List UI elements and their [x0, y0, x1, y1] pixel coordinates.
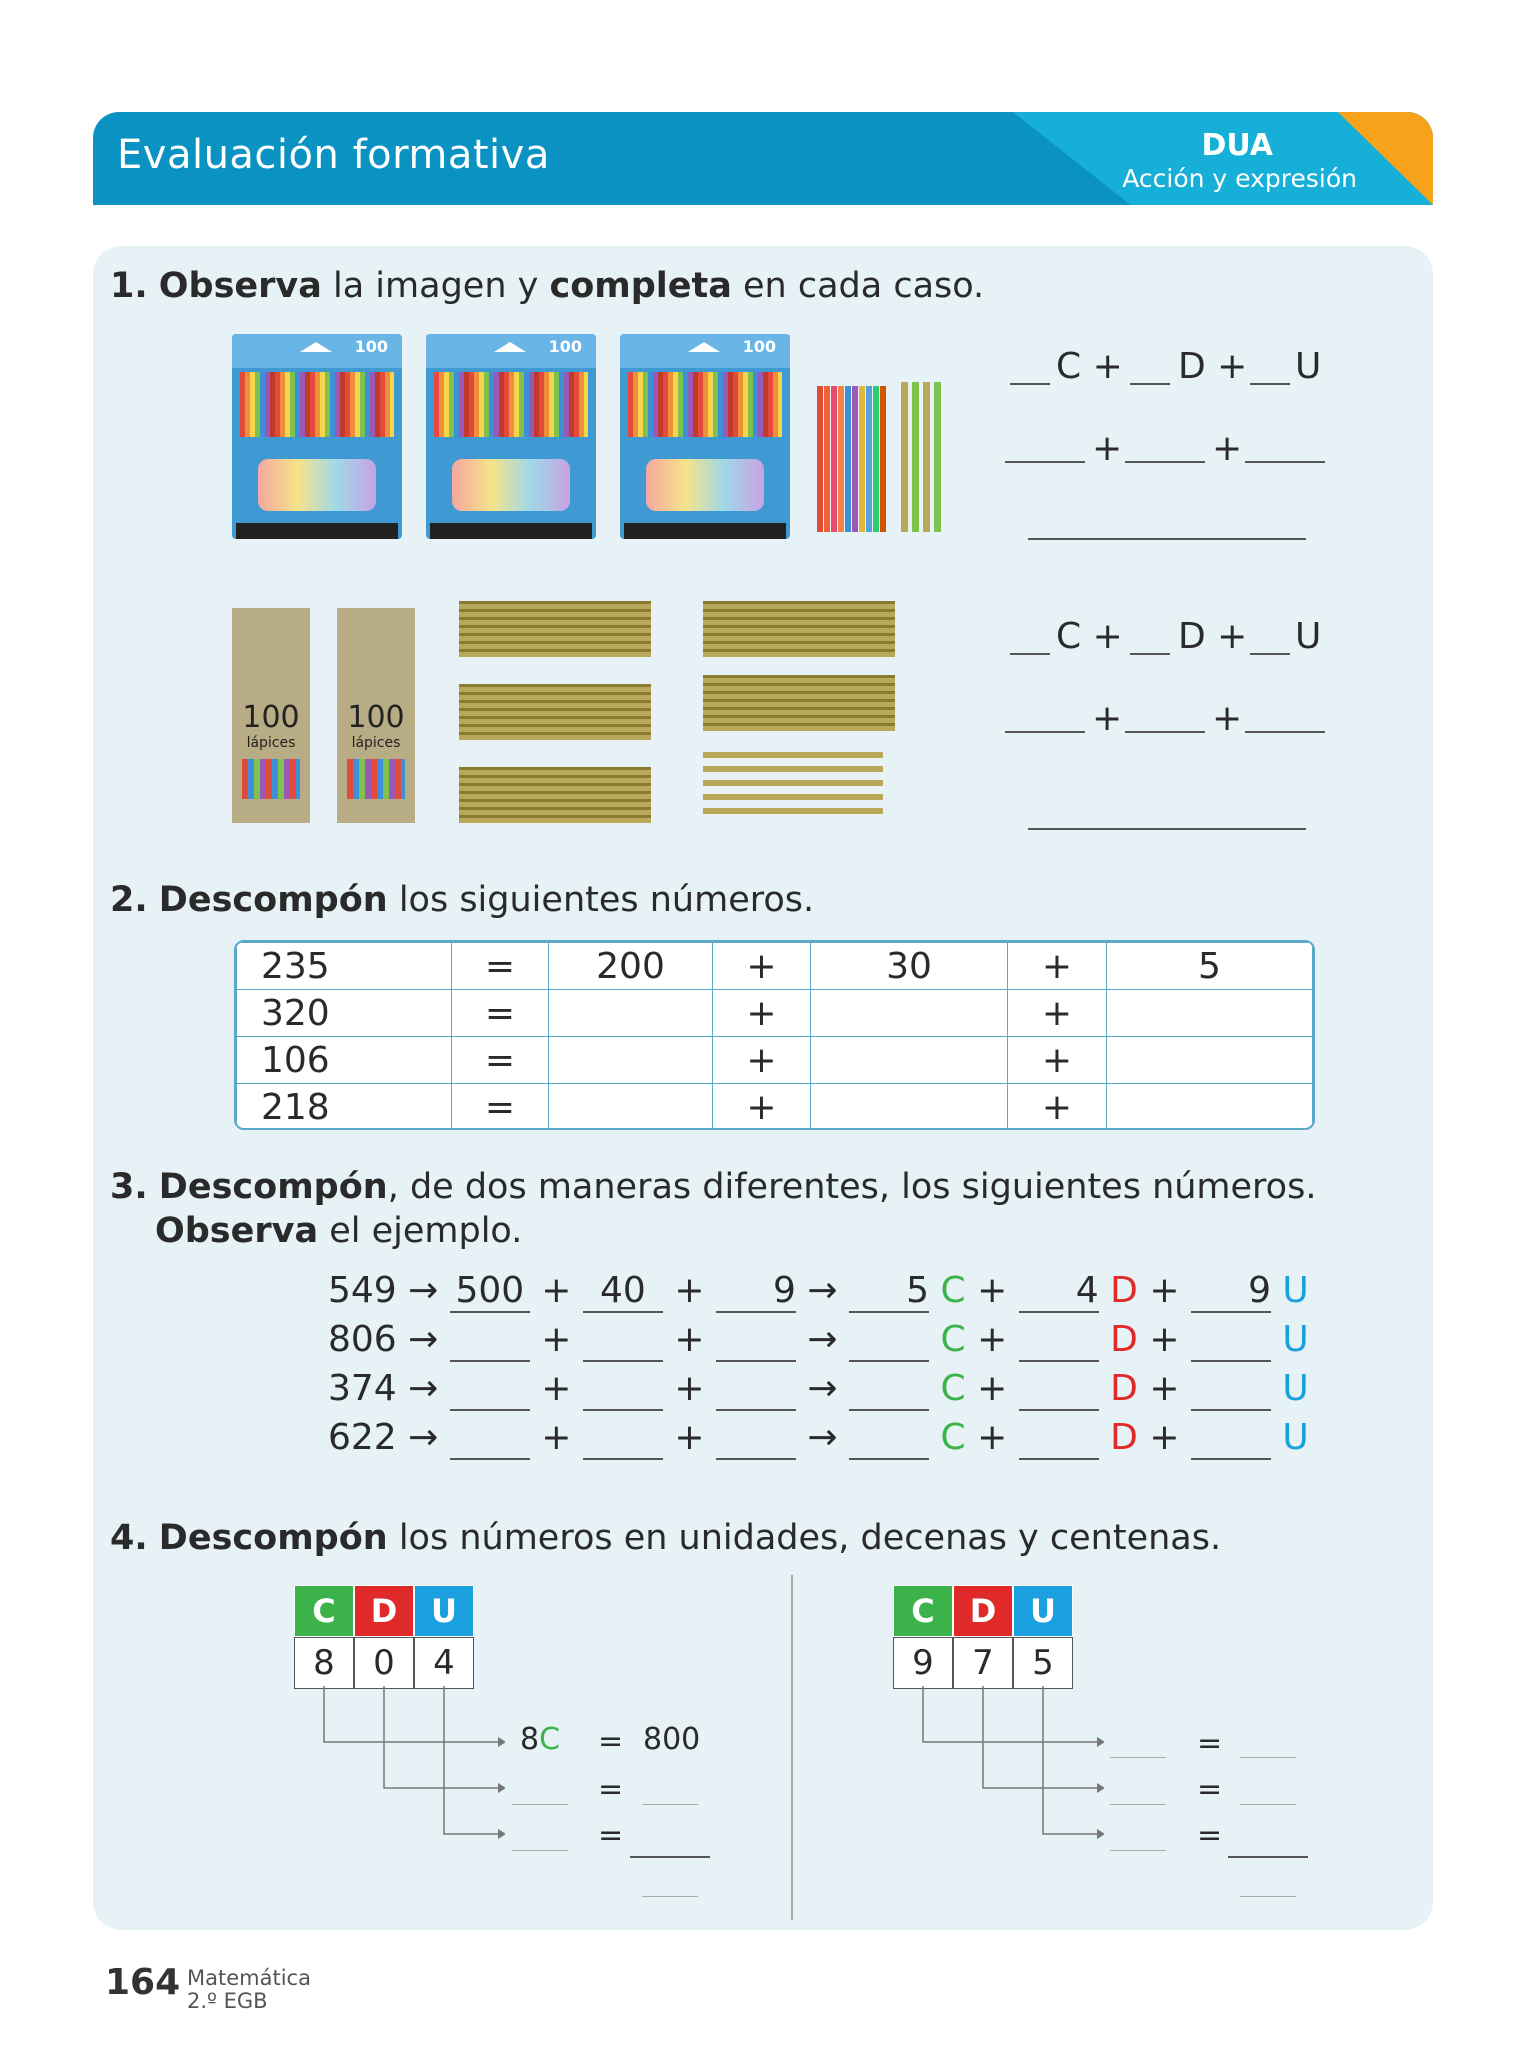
- plus-sign: +: [541, 1417, 572, 1458]
- answer-line[interactable]: [512, 1804, 568, 1805]
- header-c: C: [294, 1585, 354, 1637]
- left-first-lhs: [520, 1722, 560, 1757]
- units-cell[interactable]: [1107, 1037, 1313, 1084]
- q3-text-end: , de dos maneras diferentes, los siguientes números.: [387, 1167, 1317, 1207]
- answer-line[interactable]: [1125, 731, 1205, 733]
- loose-pencils-image: [703, 748, 897, 826]
- arrow-icon: →: [807, 1270, 838, 1311]
- box-count: 100: [742, 337, 776, 356]
- cdu-grid-right: [893, 1585, 1073, 1689]
- header-d: D: [953, 1585, 1013, 1637]
- answer-line[interactable]: [1130, 653, 1170, 655]
- plus-sign: +: [674, 1417, 705, 1458]
- digit-u: 4: [414, 1637, 474, 1689]
- answer-line[interactable]: [583, 1319, 663, 1362]
- header-u: U: [1013, 1585, 1073, 1637]
- q1-bottom-u: U: [1295, 616, 1322, 657]
- u-letter: U: [1282, 1417, 1309, 1458]
- answer-line[interactable]: [1019, 1368, 1099, 1411]
- u-letter: U: [1282, 1270, 1309, 1311]
- example-c-count: 5: [849, 1270, 929, 1313]
- plus-sign: +: [674, 1270, 705, 1311]
- q3-instruction-2: [155, 1211, 522, 1251]
- arrow-icon: →: [807, 1417, 838, 1458]
- gbox-label: lápices: [351, 735, 401, 751]
- digit-d: 0: [354, 1637, 414, 1689]
- digit-c: 8: [294, 1637, 354, 1689]
- q4-number: 4.: [110, 1518, 148, 1558]
- q3-number: 549: [328, 1270, 397, 1311]
- example-tens: 40: [583, 1270, 663, 1313]
- plus-cell: +: [1008, 990, 1107, 1037]
- q1-top-u: U: [1295, 346, 1322, 387]
- hundreds-cell[interactable]: 200: [549, 943, 713, 990]
- plus-cell: +: [713, 990, 811, 1037]
- q2-number: 2.: [110, 880, 148, 920]
- table-row: [237, 943, 1313, 990]
- q1-verb-completa: completa: [549, 266, 732, 306]
- example-d-count: 4: [1019, 1270, 1099, 1313]
- hundreds-cell[interactable]: [549, 1084, 713, 1131]
- connector-lines-left: [320, 1686, 505, 1846]
- units-cell[interactable]: 5: [1107, 943, 1313, 990]
- answer-line[interactable]: [583, 1368, 663, 1411]
- plus-sign: +: [1149, 1319, 1180, 1360]
- c-letter: C: [940, 1368, 966, 1409]
- answer-line[interactable]: [1110, 1804, 1166, 1805]
- answer-line[interactable]: [630, 1856, 710, 1858]
- answer-line[interactable]: [1005, 731, 1085, 733]
- box-count: 100: [354, 337, 388, 356]
- pencil-bundle: [459, 601, 651, 657]
- plus-cell: +: [713, 943, 811, 990]
- equals-cell: =: [452, 990, 549, 1037]
- answer-line[interactable]: [1228, 1856, 1308, 1858]
- answer-line[interactable]: [512, 1850, 568, 1851]
- pencil-box-100: [426, 334, 596, 539]
- answer-line[interactable]: [1245, 461, 1325, 463]
- plus-sign: +: [1149, 1417, 1180, 1458]
- q3-row: [328, 1417, 1309, 1460]
- answer-line[interactable]: [716, 1417, 796, 1460]
- digit-u: 5: [1013, 1637, 1073, 1689]
- equals-sign: =: [598, 1818, 624, 1853]
- q1-text-mid: la imagen y: [321, 266, 550, 306]
- answer-line[interactable]: [1240, 1804, 1296, 1805]
- plus-sign: +: [541, 1270, 572, 1311]
- answer-line[interactable]: [1191, 1417, 1271, 1460]
- pencil-bundle: [703, 675, 895, 731]
- header-c: C: [893, 1585, 953, 1637]
- plus-sign: +: [1149, 1270, 1180, 1311]
- q1-top-c: C +: [1056, 346, 1123, 387]
- pencil-bundle: [459, 767, 651, 823]
- answer-line[interactable]: [450, 1417, 530, 1460]
- tens-cell[interactable]: [811, 1037, 1008, 1084]
- answer-line[interactable]: [1250, 383, 1290, 385]
- answer-line[interactable]: [849, 1368, 929, 1411]
- answer-line[interactable]: [1010, 653, 1050, 655]
- plus-sign: +: [674, 1368, 705, 1409]
- plus-sign: +: [977, 1417, 1008, 1458]
- c-letter: C: [940, 1319, 966, 1360]
- section-header: [93, 112, 1433, 205]
- answer-line[interactable]: [642, 1804, 698, 1805]
- left-first-rhs: 800: [643, 1722, 701, 1757]
- number-cell: 320: [237, 990, 452, 1037]
- q1-text-end: en cada caso.: [731, 266, 985, 306]
- q1-bottom-c: C +: [1056, 616, 1123, 657]
- equals-cell: =: [452, 1084, 549, 1131]
- number-cell: 218: [237, 1084, 452, 1131]
- example-hundreds: 500: [450, 1270, 530, 1313]
- tens-cell[interactable]: [811, 1084, 1008, 1131]
- hundreds-cell[interactable]: [549, 1037, 713, 1084]
- q3-text-end-2: el ejemplo.: [318, 1211, 523, 1251]
- column-divider: [791, 1575, 793, 1920]
- q2-verb: Descompón: [158, 880, 388, 920]
- d-letter: D: [1110, 1368, 1138, 1409]
- answer-line[interactable]: [1130, 383, 1170, 385]
- loose-pencils-image: [815, 372, 945, 532]
- c-letter: C: [940, 1270, 966, 1311]
- q1-instruction: [110, 266, 984, 306]
- u-letter: U: [1282, 1368, 1309, 1409]
- arrow-icon: →: [807, 1319, 838, 1360]
- q3-row: [328, 1368, 1309, 1411]
- gbox-label: lápices: [246, 735, 296, 751]
- table-row: [237, 1037, 1313, 1084]
- equals-sign: =: [1197, 1772, 1223, 1807]
- digit-c: 9: [893, 1637, 953, 1689]
- q1-bottom-d: D +: [1178, 616, 1248, 657]
- connector-lines-right: [919, 1686, 1104, 1846]
- example-u-count: 9: [1191, 1270, 1271, 1313]
- plus-cell: +: [713, 1084, 811, 1131]
- q3-instruction: [110, 1167, 1316, 1207]
- answer-total-line[interactable]: [1028, 828, 1306, 830]
- dua-subtitle: Acción y expresión: [1122, 164, 1357, 193]
- gbox-number: 100: [347, 700, 405, 735]
- d-letter: D: [1110, 1270, 1138, 1311]
- q3-verb-observa: Observa: [155, 1211, 319, 1251]
- arrow-icon: →: [807, 1368, 838, 1409]
- header-d: D: [354, 1585, 414, 1637]
- d-letter: D: [1110, 1319, 1138, 1360]
- arrow-icon: →: [408, 1319, 439, 1360]
- answer-line[interactable]: [1019, 1417, 1099, 1460]
- d-letter: D: [1110, 1417, 1138, 1458]
- lhs-unit: C: [539, 1722, 561, 1757]
- answer-line[interactable]: [450, 1319, 530, 1362]
- number-cell: 235: [237, 943, 452, 990]
- plus-sign: +: [674, 1319, 705, 1360]
- equals-sign: =: [1197, 1726, 1223, 1761]
- answer-line[interactable]: [1010, 383, 1050, 385]
- q3-number: 622: [328, 1417, 397, 1458]
- q4-verb: Descompón: [158, 1518, 388, 1558]
- equals-sign: =: [598, 1724, 624, 1759]
- answer-line[interactable]: [1240, 1757, 1296, 1758]
- equals-sign: =: [598, 1772, 624, 1807]
- plus-sign: +: [977, 1319, 1008, 1360]
- q3-example-row: [328, 1270, 1309, 1313]
- plus-sign: +: [977, 1270, 1008, 1311]
- tens-cell[interactable]: [811, 990, 1008, 1037]
- footer-subject: Matemática: [187, 1966, 311, 1990]
- answer-line[interactable]: [583, 1417, 663, 1460]
- equals-cell: =: [452, 943, 549, 990]
- header-u: U: [414, 1585, 474, 1637]
- gbox-number: 100: [242, 700, 300, 735]
- answer-line[interactable]: [1005, 461, 1085, 463]
- answer-line[interactable]: [1245, 731, 1325, 733]
- pencil-bundle: [703, 601, 895, 657]
- answer-line[interactable]: [1110, 1850, 1166, 1851]
- answer-line[interactable]: [716, 1368, 796, 1411]
- plus-sign: +: [977, 1368, 1008, 1409]
- answer-line[interactable]: [849, 1319, 929, 1362]
- plus-cell: +: [713, 1037, 811, 1084]
- arrow-icon: →: [408, 1417, 439, 1458]
- pencil-bundle: [459, 684, 651, 740]
- q1-number: 1.: [110, 266, 148, 306]
- q1-top-d: D +: [1178, 346, 1248, 387]
- answer-line[interactable]: [1191, 1319, 1271, 1362]
- q3-number: 806: [328, 1319, 397, 1360]
- answer-line[interactable]: [450, 1368, 530, 1411]
- q1-verb-observa: Observa: [158, 266, 322, 306]
- units-cell[interactable]: [1107, 1084, 1313, 1131]
- c-letter: C: [940, 1417, 966, 1458]
- q3-verb: Descompón: [158, 1167, 388, 1207]
- answer-total-line[interactable]: [1028, 538, 1306, 540]
- answer-line[interactable]: [1125, 461, 1205, 463]
- page-number: 164: [105, 1962, 181, 2003]
- lhs-number: 8: [520, 1722, 540, 1757]
- digit-d: 7: [953, 1637, 1013, 1689]
- answer-line[interactable]: [849, 1417, 929, 1460]
- q2-text-end: los siguientes números.: [387, 880, 815, 920]
- box-count: 100: [548, 337, 582, 356]
- q1-bottom-plus1: +: [1092, 698, 1123, 739]
- answer-line[interactable]: [716, 1319, 796, 1362]
- q2-instruction: [110, 880, 814, 920]
- answer-line[interactable]: [1240, 1896, 1296, 1897]
- answer-line[interactable]: [1191, 1368, 1271, 1411]
- answer-line[interactable]: [642, 1896, 698, 1897]
- arrow-icon: →: [408, 1270, 439, 1311]
- answer-line[interactable]: [1110, 1757, 1166, 1758]
- equals-cell: =: [452, 1037, 549, 1084]
- pencil-box-100: [232, 334, 402, 539]
- pencil-box-grey: [337, 608, 415, 823]
- footer-grade: 2.º EGB: [187, 1989, 268, 2013]
- q4-text-end: los números en unidades, decenas y centenas.: [387, 1518, 1222, 1558]
- q3-number: 374: [328, 1368, 397, 1409]
- units-cell[interactable]: [1107, 990, 1313, 1037]
- plus-cell: +: [1008, 1037, 1107, 1084]
- answer-line[interactable]: [1019, 1319, 1099, 1362]
- table-row: [237, 990, 1313, 1037]
- q1-top-plus2: +: [1212, 428, 1243, 469]
- q1-top-plus1: +: [1092, 428, 1123, 469]
- example-units: 9: [716, 1270, 796, 1313]
- equals-sign: =: [1197, 1818, 1223, 1853]
- cdu-grid-left: [294, 1585, 474, 1689]
- plus-sign: +: [541, 1368, 572, 1409]
- pencil-box-grey: [232, 608, 310, 823]
- q1-bottom-plus2: +: [1212, 698, 1243, 739]
- plus-cell: +: [1008, 943, 1107, 990]
- hundreds-cell[interactable]: [549, 990, 713, 1037]
- q4-instruction: [110, 1518, 1221, 1558]
- q3-number: 3.: [110, 1167, 148, 1207]
- answer-line[interactable]: [1250, 653, 1290, 655]
- u-letter: U: [1282, 1319, 1309, 1360]
- tens-cell[interactable]: 30: [811, 943, 1008, 990]
- pencil-box-100: [620, 334, 790, 539]
- dua-label: DUA: [1201, 128, 1273, 163]
- q3-row: [328, 1319, 1309, 1362]
- plus-sign: +: [541, 1319, 572, 1360]
- table-row: [237, 1084, 1313, 1131]
- number-cell: 106: [237, 1037, 452, 1084]
- plus-sign: +: [1149, 1368, 1180, 1409]
- decomposition-table: [234, 940, 1315, 1130]
- plus-cell: +: [1008, 1084, 1107, 1131]
- header-title: Evaluación formativa: [117, 132, 550, 178]
- arrow-icon: →: [408, 1368, 439, 1409]
